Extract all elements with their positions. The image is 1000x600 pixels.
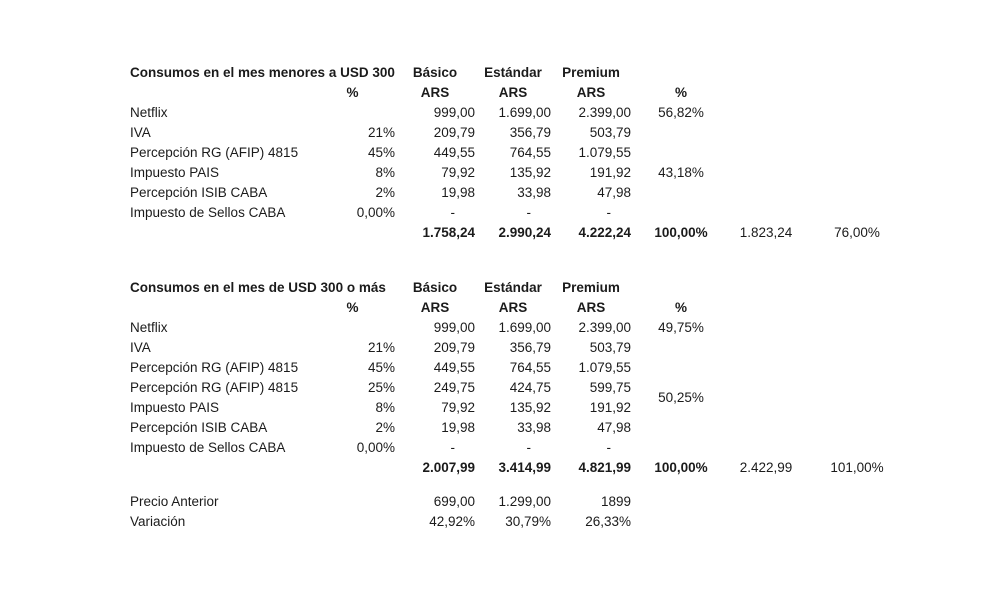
- cell-estandar: 1.699,00: [498, 320, 551, 335]
- cell-basico: 449,55: [433, 360, 475, 375]
- row-label: Impuesto PAIS: [130, 400, 220, 415]
- table-title: Consumos en el mes menores a USD 300: [130, 65, 395, 80]
- total-share: 100,00%: [654, 225, 708, 240]
- table-title-row: [130, 278, 913, 298]
- header-share-pct: %: [674, 300, 687, 315]
- table-row: [130, 203, 913, 223]
- cell-premium: 26,33%: [585, 514, 631, 529]
- cell-premium: 1.079,55: [578, 360, 631, 375]
- total-extra1: 1.823,24: [739, 225, 793, 240]
- cell-pct: 8%: [375, 165, 395, 180]
- header-basico: Básico: [412, 65, 458, 80]
- row-label: Percepción RG (AFIP) 4815: [130, 145, 299, 160]
- header-share-pct: %: [674, 85, 687, 100]
- cell-basico: 79,92: [441, 400, 475, 415]
- cell-premium: 47,98: [597, 185, 631, 200]
- cell-estandar: 356,79: [509, 125, 551, 140]
- table-unit-row: [130, 83, 913, 103]
- cell-pct: [310, 318, 395, 338]
- cell-basico: 249,75: [433, 380, 475, 395]
- cell-share: 49,75%: [658, 320, 704, 335]
- header-pct: %: [346, 85, 359, 100]
- total-premium: 4.222,24: [578, 225, 631, 240]
- header-estandar: Estándar: [484, 280, 542, 295]
- cell-basico: -: [450, 205, 455, 220]
- total-premium: 4.821,99: [578, 460, 631, 475]
- table-title-row: [130, 63, 913, 83]
- cell-premium: 1.079,55: [578, 145, 631, 160]
- table-row: [130, 123, 913, 143]
- table-row: [130, 358, 913, 378]
- cell-pct: 2%: [375, 185, 395, 200]
- table-row: [130, 183, 913, 203]
- header-basico: Básico: [412, 280, 458, 295]
- cell-premium: 191,92: [589, 165, 631, 180]
- cell-pct: 2%: [375, 420, 395, 435]
- row-label: Percepción RG (AFIP) 4815: [130, 360, 299, 375]
- row-label: Precio Anterior: [130, 494, 219, 509]
- cell-estandar: 424,75: [509, 380, 551, 395]
- cell-share: 56,82%: [658, 105, 704, 120]
- table-title: Consumos en el mes de USD 300 o más: [130, 280, 386, 295]
- consumption-table-over-300: [130, 278, 913, 478]
- cell-pct: 45%: [367, 360, 395, 375]
- cell-premium: 2.399,00: [578, 105, 631, 120]
- cell-premium: 599,75: [589, 380, 631, 395]
- cell-estandar: 1.699,00: [498, 105, 551, 120]
- cell-premium: 1899: [600, 494, 631, 509]
- total-extra1: 2.422,99: [739, 460, 793, 475]
- header-premium: Premium: [562, 280, 620, 295]
- cell-estandar: 135,92: [509, 165, 551, 180]
- cell-premium: -: [606, 440, 611, 455]
- header-ars-premium: ARS: [576, 85, 606, 100]
- cell-share: 43,18%: [658, 165, 704, 180]
- header-ars-estandar: ARS: [498, 85, 528, 100]
- total-extra2: 101,00%: [830, 460, 884, 475]
- cell-basico: 699,00: [433, 494, 475, 509]
- header-estandar: Estándar: [484, 65, 542, 80]
- table-row: [130, 492, 913, 512]
- cell-pct: [310, 103, 395, 123]
- cell-premium: 47,98: [597, 420, 631, 435]
- table-row: [130, 398, 913, 418]
- row-label: Netflix: [130, 320, 168, 335]
- cell-pct: 21%: [367, 125, 395, 140]
- header-premium: Premium: [562, 65, 620, 80]
- cell-basico: 42,92%: [429, 514, 475, 529]
- cell-basico: -: [450, 440, 455, 455]
- cell-premium: 191,92: [589, 400, 631, 415]
- table-total-row: [130, 223, 913, 243]
- table-row: [130, 512, 913, 532]
- cell-basico: 209,79: [433, 125, 475, 140]
- cell-estandar: 764,55: [509, 360, 551, 375]
- total-estandar: 2.990,24: [498, 225, 551, 240]
- row-label: IVA: [130, 340, 151, 355]
- header-pct: %: [346, 300, 359, 315]
- cell-estandar: 33,98: [517, 420, 551, 435]
- cell-estandar: -: [526, 440, 531, 455]
- row-label: Percepción RG (AFIP) 4815: [130, 380, 299, 395]
- table-row: [130, 438, 913, 458]
- table-row: [130, 143, 913, 163]
- total-estandar: 3.414,99: [498, 460, 551, 475]
- cell-premium: 503,79: [589, 340, 631, 355]
- cell-premium: -: [606, 205, 611, 220]
- cell-basico: 449,55: [433, 145, 475, 160]
- table-row: [130, 338, 913, 358]
- row-label: IVA: [130, 125, 151, 140]
- cell-pct: 21%: [367, 340, 395, 355]
- cell-estandar: -: [526, 205, 531, 220]
- table-row: [130, 103, 913, 123]
- cell-share-merged: 50,25%: [658, 390, 704, 405]
- table-row: [130, 418, 913, 438]
- cell-estandar: 1.299,00: [498, 494, 551, 509]
- cell-basico: 999,00: [433, 105, 475, 120]
- cell-pct: 0,00%: [356, 440, 395, 455]
- table-row: [130, 378, 913, 398]
- cell-pct: 0,00%: [356, 205, 395, 220]
- row-label: Percepción ISIB CABA: [130, 420, 268, 435]
- consumption-table-under-300: [130, 63, 913, 243]
- table-row: [130, 163, 913, 183]
- cell-estandar: 764,55: [509, 145, 551, 160]
- cell-basico: 19,98: [441, 185, 475, 200]
- row-label: Impuesto de Sellos CABA: [130, 205, 286, 220]
- cell-estandar: 30,79%: [505, 514, 551, 529]
- header-ars-basico: ARS: [420, 85, 450, 100]
- cell-estandar: 33,98: [517, 185, 551, 200]
- total-extra2: 76,00%: [834, 225, 880, 240]
- cell-premium: 503,79: [589, 125, 631, 140]
- row-label: Impuesto de Sellos CABA: [130, 440, 286, 455]
- total-share: 100,00%: [654, 460, 708, 475]
- cell-estandar: 135,92: [509, 400, 551, 415]
- cell-basico: 209,79: [433, 340, 475, 355]
- cell-basico: 19,98: [441, 420, 475, 435]
- total-basico: 2.007,99: [422, 460, 475, 475]
- cell-basico: 79,92: [441, 165, 475, 180]
- row-label: Variación: [130, 514, 186, 529]
- table-unit-row: [130, 298, 913, 318]
- cell-basico: 999,00: [433, 320, 475, 335]
- header-ars-estandar: ARS: [498, 300, 528, 315]
- row-label: Percepción ISIB CABA: [130, 185, 268, 200]
- table-total-row: [130, 458, 913, 478]
- cell-pct: 45%: [367, 145, 395, 160]
- header-ars-basico: ARS: [420, 300, 450, 315]
- cell-estandar: 356,79: [509, 340, 551, 355]
- total-basico: 1.758,24: [422, 225, 475, 240]
- header-ars-premium: ARS: [576, 300, 606, 315]
- row-label: Netflix: [130, 105, 168, 120]
- cell-pct: 8%: [375, 400, 395, 415]
- row-label: Impuesto PAIS: [130, 165, 220, 180]
- cell-pct: 25%: [367, 380, 395, 395]
- table-row: [130, 318, 913, 338]
- price-comparison-footer: [130, 492, 913, 532]
- cell-premium: 2.399,00: [578, 320, 631, 335]
